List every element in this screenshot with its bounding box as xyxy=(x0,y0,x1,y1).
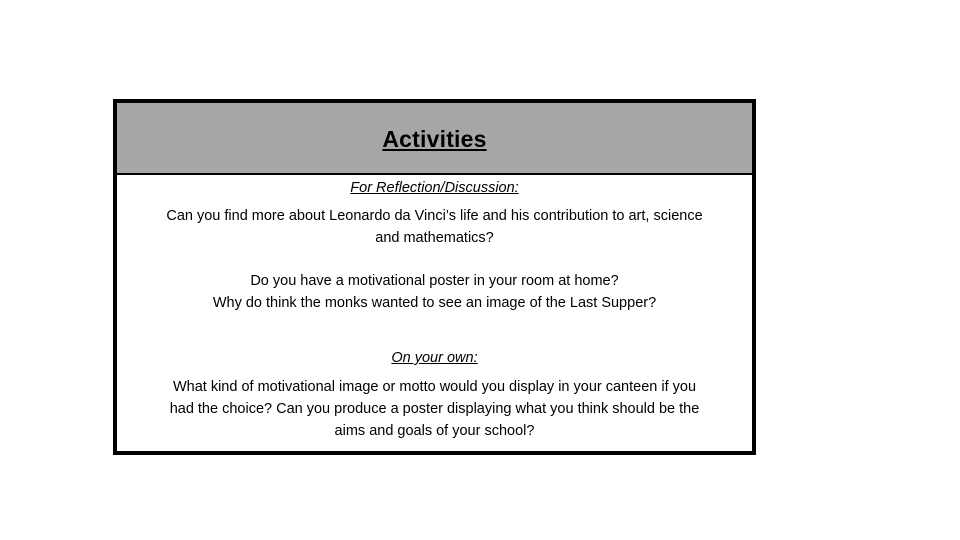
reflection-question-2-line: Why do think the monks wanted to see an image of the Last Supper? xyxy=(212,295,657,311)
own-heading: On your own: xyxy=(391,350,478,366)
own-task-line: had the choice? Can you produce a poster displaying what you think should be the xyxy=(169,401,700,417)
own-heading-block xyxy=(123,347,746,369)
own-task-line: What kind of motivational image or motto would you display in your canteen if you xyxy=(172,379,697,395)
reflection-question-2 xyxy=(123,270,746,314)
reflection-heading-block xyxy=(123,177,746,199)
reflection-heading: For Reflection/Discussion: xyxy=(350,180,519,196)
reflection-question-2-line: Do you have a motivational poster in your room at home? xyxy=(250,273,619,289)
reflection-question-1-line: Can you find more about Leonardo da Vinci’s life and his contribution to art, science xyxy=(166,208,703,224)
activities-header xyxy=(117,103,752,175)
own-task-line: aims and goals of your school? xyxy=(334,423,535,439)
reflection-question-1-line: and mathematics? xyxy=(375,230,494,246)
reflection-question-1 xyxy=(123,205,746,249)
activities-title: Activities xyxy=(382,125,487,152)
own-task xyxy=(123,376,746,442)
activities-box xyxy=(113,99,756,455)
